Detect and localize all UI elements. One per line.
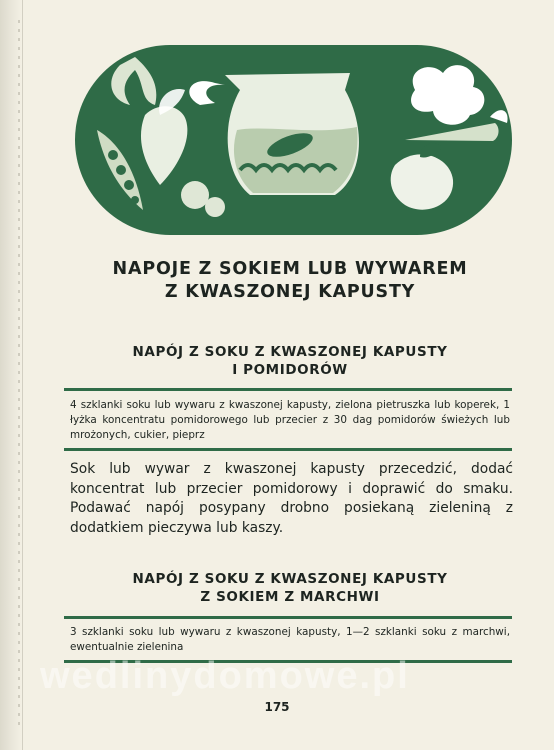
chapter-title-line2: Z KWASZONEJ KAPUSTY [164,282,416,302]
divider-rule [64,616,512,619]
recipe-title-line2: I POMIDORÓW [232,362,348,378]
recipe-title-line2: Z SOKIEM Z MARCHWI [200,589,380,605]
divider-rule [64,388,512,391]
book-spine [0,0,23,750]
recipe-title [60,343,520,379]
recipe-title [60,570,520,606]
recipe-title-line1: NAPÓJ Z SOKU Z KWASZONEJ KAPUSTY [132,344,448,360]
chapter-title-line1: NAPOJE Z SOKIEM LUB WYWAREM [112,259,468,279]
watermark-text: wedlinydomowe.pl [40,655,410,697]
recipe-title-line1: NAPÓJ Z SOKU Z KWASZONEJ KAPUSTY [132,571,448,587]
onion-shape [205,197,225,217]
ingredients-text: 3 szklanki soku lub wywaru z kwaszonej kapusty, 1—2 szklanki soku z marchwi, ewentualnie zielenina [70,626,510,653]
chapter-title [60,258,520,304]
binding-holes [18,20,20,730]
ingredients-text: 4 szklanki soku lub wywaru z kwaszonej kapusty, zielona pietruszka lub koperek, 1 łyżka koncentratu pomidorowego lub przecier z 30 dag pomidorów świeżych lub mrożonych, cukier, pieprz [70,399,510,441]
pea [131,196,139,204]
pea [124,180,134,190]
pea [116,165,126,175]
pea [108,150,118,160]
instructions-text: Sok lub wywar z kwaszonej kapusty przecedzić, dodać koncentrat lub przecier pomidorowy i doprawić do smaku. Podawać napój posypany drobno posiekaną zieleniną z dodatkiem pieczywa lub kaszy. [70,461,513,536]
onion-shape [181,181,209,209]
vegetables-illustration [75,45,512,235]
divider-rule [64,448,512,451]
page-number: 175 [264,700,290,714]
